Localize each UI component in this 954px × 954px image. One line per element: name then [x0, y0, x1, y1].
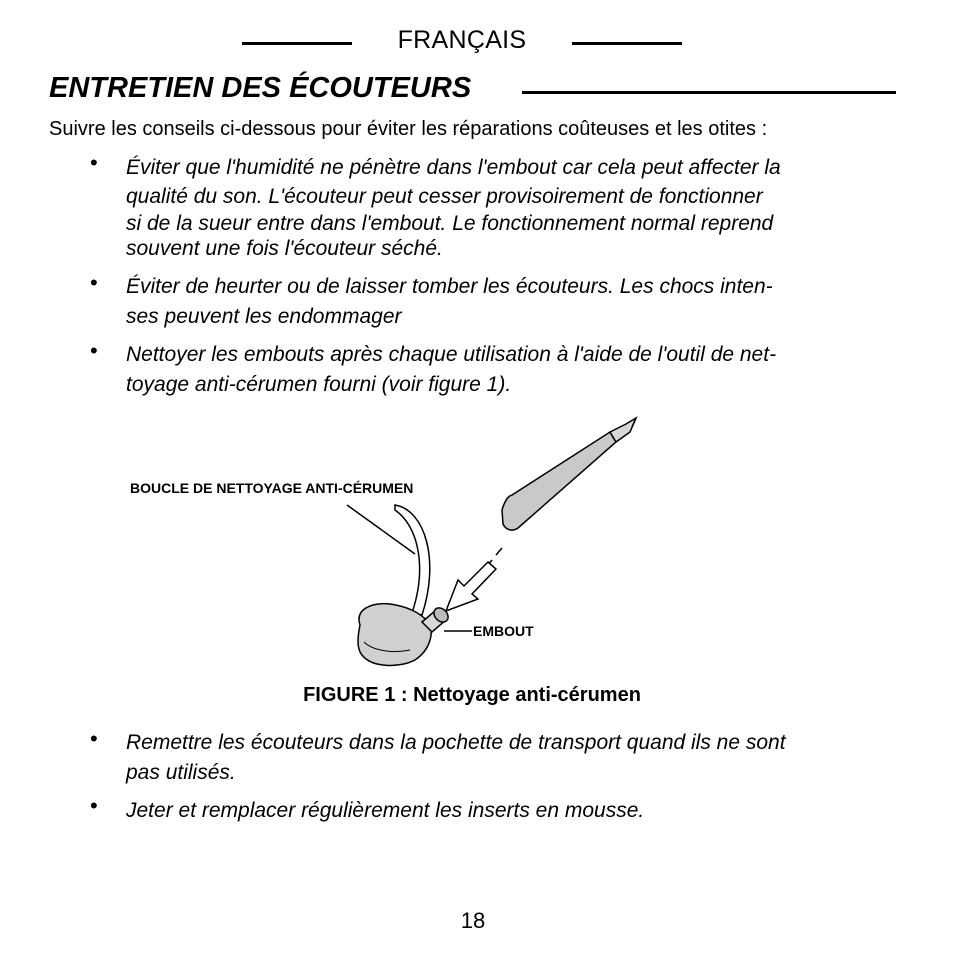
cleaning-tool: [502, 418, 636, 530]
bullet-line: souvent une fois l'écouteur séché.: [126, 237, 443, 260]
bullet-dot: •: [90, 726, 98, 751]
bullet-item-shock: [126, 272, 901, 332]
bullet-item-foam: [126, 796, 901, 826]
bullet-dot: •: [90, 338, 98, 363]
bullet-line: ses peuvent les endommager: [126, 305, 402, 328]
bullet-item-storage: [126, 728, 901, 788]
label-cleaning-loop: BOUCLE DE NETTOYAGE ANTI-CÉRUMEN: [130, 480, 414, 496]
bullet-line: pas utilisés.: [126, 761, 236, 784]
page-number: 18: [460, 908, 486, 933]
language-label: FRANÇAIS: [397, 26, 527, 54]
bullet-dot: •: [90, 793, 98, 818]
direction-arrow: [446, 562, 496, 611]
bullet-line: si de la sueur entre dans l'embout. Le fonctionnement normal reprend: [126, 212, 774, 235]
label-tip: EMBOUT: [473, 623, 534, 639]
cleaning-loop: [395, 505, 430, 615]
bullet-line: toyage anti-cérumen fourni (voir figure 1).: [126, 373, 512, 396]
bullet-dot: •: [90, 150, 98, 175]
figure-cleaning-illustration: [110, 410, 670, 680]
intro-text: Suivre les conseils ci-dessous pour éviter les réparations coûteuses et les otites :: [49, 118, 768, 140]
header-rule-right: [572, 42, 682, 45]
bullet-line: Jeter et remplacer régulièrement les inserts en mousse.: [126, 799, 645, 822]
bullet-item-clean: [126, 340, 901, 400]
header-rule-left: [242, 42, 352, 45]
section-title: ENTRETIEN DES ÉCOUTEURS: [49, 72, 472, 104]
bullet-line: Éviter de heurter ou de laisser tomber les écouteurs. Les chocs inten-: [126, 275, 773, 298]
cleaning-tool-illustration: [110, 410, 670, 680]
language-header: [0, 26, 954, 56]
title-rule: [522, 91, 896, 94]
bullet-item-humidity: [126, 153, 901, 261]
bullet-dot: •: [90, 270, 98, 295]
figure-caption: FIGURE 1 : Nettoyage anti-cérumen: [303, 684, 641, 706]
bullet-line: Remettre les écouteurs dans la pochette de transport quand ils ne sont: [126, 731, 786, 754]
bullet-line: Éviter que l'humidité ne pénètre dans l'embout car cela peut affecter la: [126, 156, 781, 179]
bullet-line: Nettoyer les embouts après chaque utilisation à l'aide de l'outil de net-: [126, 343, 777, 366]
bullet-line: qualité du son. L'écouteur peut cesser provisoirement de fonctionner: [126, 185, 763, 208]
